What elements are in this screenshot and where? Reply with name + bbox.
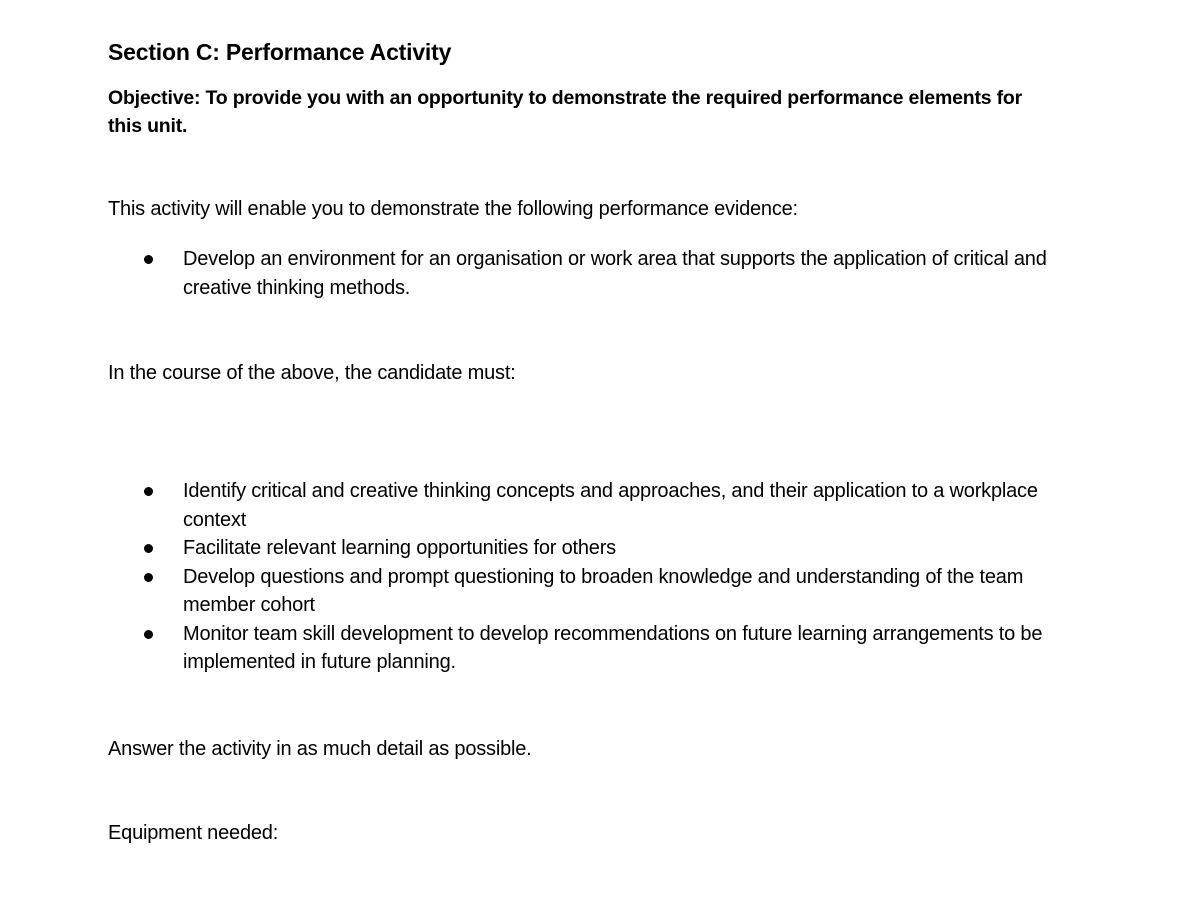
list-item xyxy=(140,534,1080,563)
evidence-list xyxy=(140,245,1080,303)
bullet-icon xyxy=(144,573,153,582)
bullet-icon xyxy=(144,630,153,639)
list-item xyxy=(140,245,1080,303)
answer-instruction-text: Answer the activity in as much detail as possible. xyxy=(108,738,532,760)
list-item-text: Facilitate relevant learning opportunities for others xyxy=(183,537,616,559)
requirements-list xyxy=(140,477,1080,677)
list-item xyxy=(140,563,1080,620)
equipment-label: Equipment needed: xyxy=(108,822,279,844)
candidate-must-text: In the course of the above, the candidate must: xyxy=(108,362,516,384)
bullet-icon xyxy=(144,255,153,264)
intro-text: This activity will enable you to demonstrate the following performance evidence: xyxy=(108,198,798,220)
list-item-text: Identify critical and creative thinking concepts and approaches, and their application to a workplace context xyxy=(183,480,1038,531)
list-item-text: Develop questions and prompt questioning to broaden knowledge and understanding of the team member cohort xyxy=(183,565,1024,616)
objective-text: Objective: To provide you with an opportunity to demonstrate the required performance elements for this unit. xyxy=(108,87,1023,137)
list-item-text: Develop an environment for an organisation or work area that supports the application of critical and creative thinking methods. xyxy=(183,248,1047,299)
bullet-icon xyxy=(144,487,153,496)
list-item xyxy=(140,620,1080,677)
list-item-text: Monitor team skill development to develop recommendations on future learning arrangements to be implemented in future planning. xyxy=(183,622,1043,673)
section-title: Section C: Performance Activity xyxy=(108,39,452,65)
list-item xyxy=(140,477,1080,534)
bullet-icon xyxy=(144,544,153,553)
